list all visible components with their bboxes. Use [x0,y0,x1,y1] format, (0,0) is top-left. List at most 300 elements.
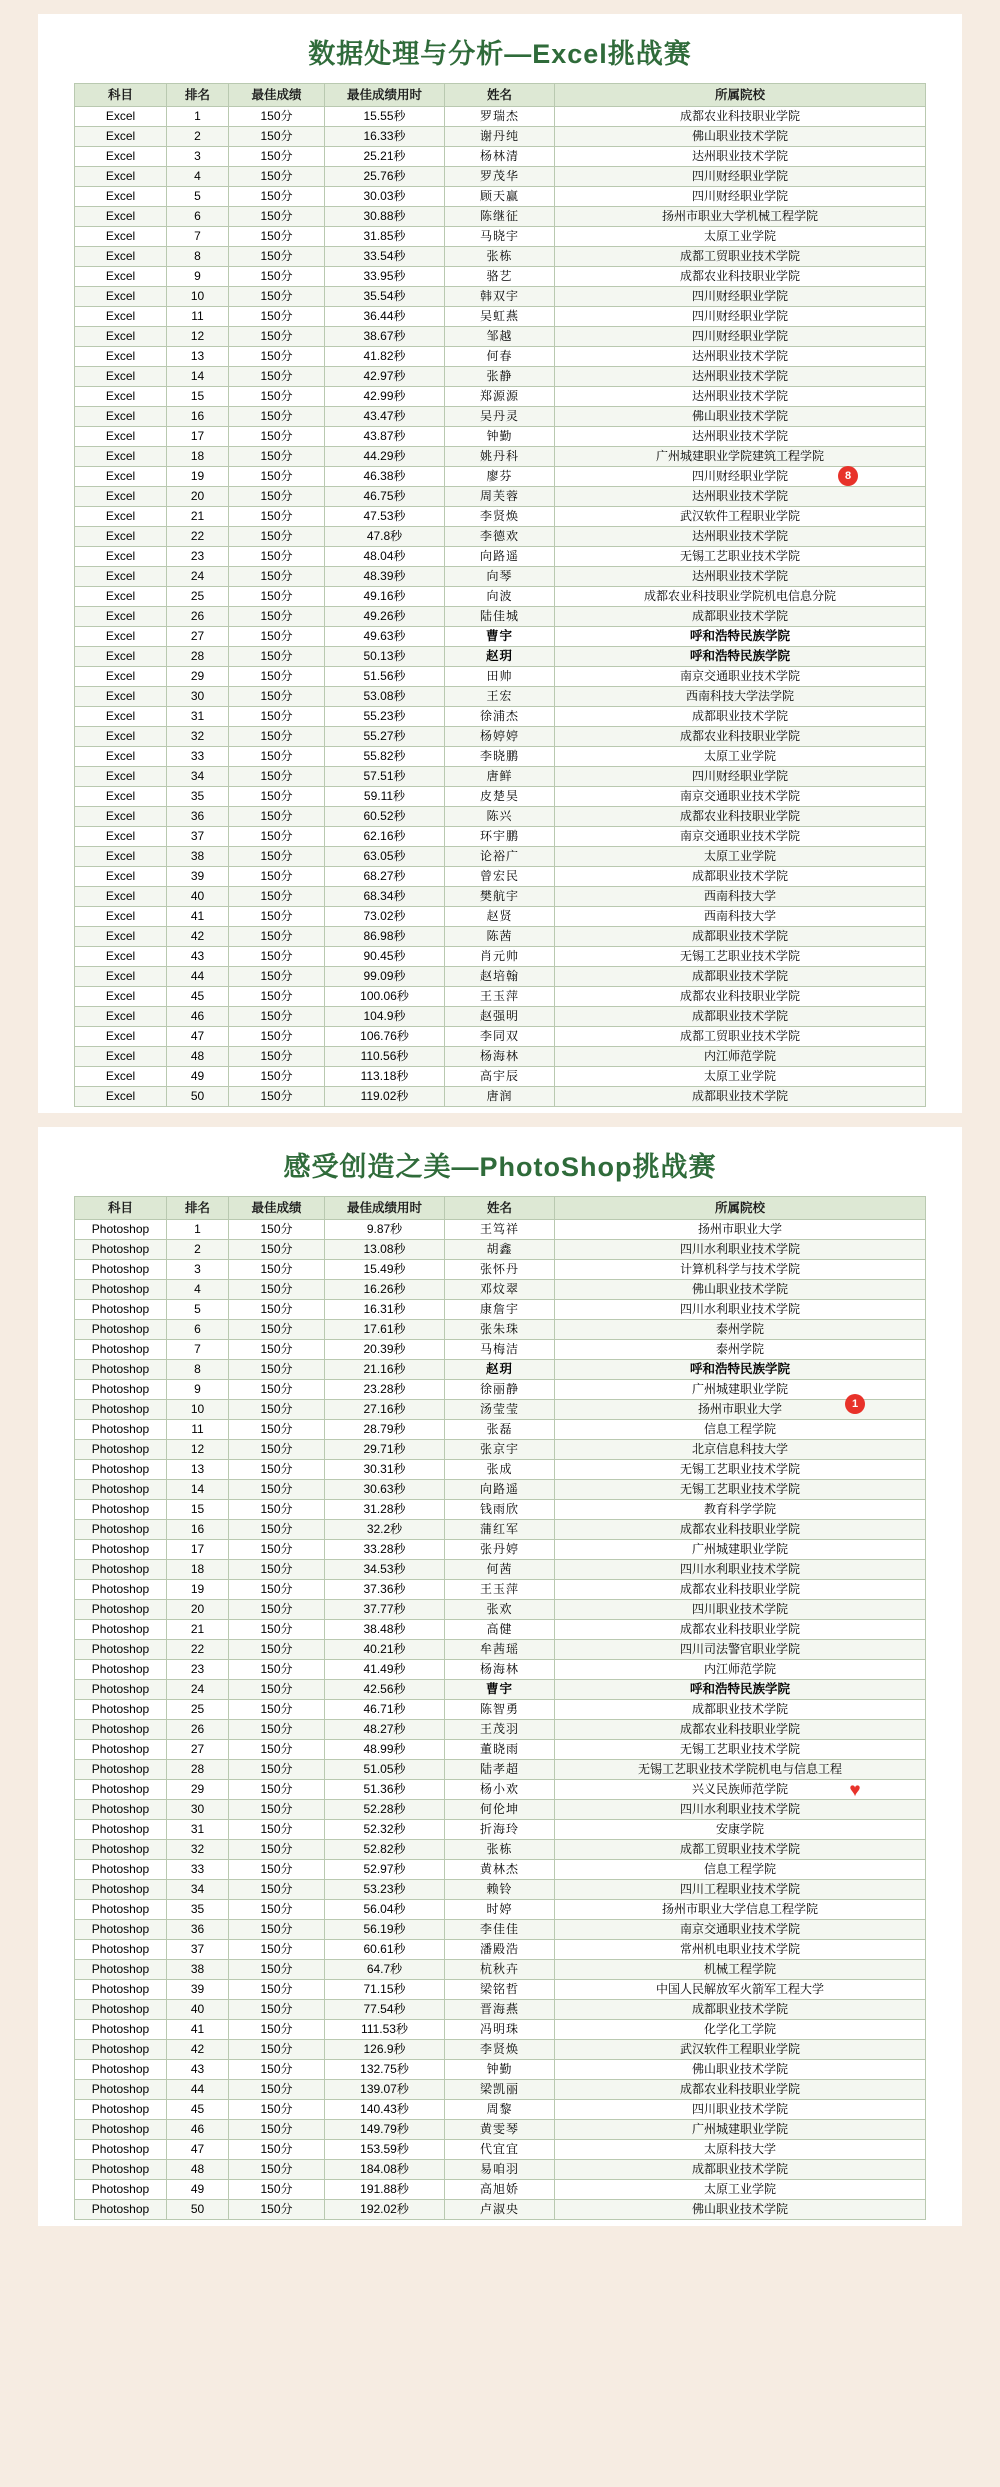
cell-school: 太原科技大学 [555,2140,926,2160]
cell-rank: 14 [167,367,229,387]
cell-school: 成都职业技术学院 [555,707,926,727]
cell-time: 106.76秒 [325,1027,445,1047]
cell-rank: 37 [167,1940,229,1960]
table-row [75,1980,926,2000]
cell-subject: Excel [75,547,167,567]
table-header-row [75,1197,926,1220]
cell-school: 达州职业技术学院 [555,487,926,507]
cell-time: 29.71秒 [325,1440,445,1460]
cell-score: 150分 [229,907,325,927]
cell-rank: 41 [167,2020,229,2040]
table-row [75,787,926,807]
cell-rank: 45 [167,2100,229,2120]
cell-school: 呼和浩特民族学院 [555,627,926,647]
cell-rank: 18 [167,1560,229,1580]
cell-time: 30.31秒 [325,1460,445,1480]
column-header-rank: 排名 [167,84,229,107]
cell-score: 150分 [229,1260,325,1280]
cell-score: 150分 [229,547,325,567]
cell-time: 40.21秒 [325,1640,445,1660]
cell-score: 150分 [229,147,325,167]
cell-time: 16.26秒 [325,1280,445,1300]
cell-school: 成都农业科技职业学院 [555,1520,926,1540]
cell-score: 150分 [229,1087,325,1107]
cell-name: 陈智勇 [445,1700,555,1720]
cell-time: 16.31秒 [325,1300,445,1320]
cell-score: 150分 [229,1460,325,1480]
cell-rank: 20 [167,487,229,507]
cell-subject: Photoshop [75,1720,167,1740]
cell-school: 计算机科学与技术学院 [555,1260,926,1280]
cell-rank: 12 [167,1440,229,1460]
cell-time: 41.49秒 [325,1660,445,1680]
table-row [75,1740,926,1760]
cell-name: 曹宇 [445,627,555,647]
cell-school: 北京信息科技大学 [555,1440,926,1460]
cell-time: 48.39秒 [325,567,445,587]
table-row [75,327,926,347]
table-row [75,2100,926,2120]
cell-rank: 29 [167,1780,229,1800]
cell-score: 150分 [229,1320,325,1340]
cell-score: 150分 [229,1027,325,1047]
column-header-school: 所属院校 [555,1197,926,1220]
cell-time: 64.7秒 [325,1960,445,1980]
cell-name: 赵玥 [445,647,555,667]
cell-time: 41.82秒 [325,347,445,367]
cell-school: 佛山职业技术学院 [555,1280,926,1300]
table-row [75,487,926,507]
cell-school: 四川工程职业技术学院 [555,1880,926,1900]
table-row [75,907,926,927]
cell-time: 49.63秒 [325,627,445,647]
cell-school: 成都农业科技职业学院 [555,987,926,1007]
cell-score: 150分 [229,467,325,487]
cell-subject: Excel [75,427,167,447]
cell-subject: Photoshop [75,1960,167,1980]
cell-subject: Excel [75,727,167,747]
cell-school: 成都农业科技职业学院 [555,1580,926,1600]
table-row [75,447,926,467]
table-row [75,1480,926,1500]
cell-rank: 21 [167,507,229,527]
cell-subject: Excel [75,327,167,347]
cell-name: 罗瑞杰 [445,107,555,127]
cell-school: 南京交通职业技术学院 [555,827,926,847]
cell-time: 34.53秒 [325,1560,445,1580]
cell-rank: 2 [167,1240,229,1260]
cell-rank: 4 [167,1280,229,1300]
cell-time: 139.07秒 [325,2080,445,2100]
cell-subject: Photoshop [75,1560,167,1580]
cell-subject: Excel [75,887,167,907]
cell-school: 太原工业学院 [555,847,926,867]
table-row [75,1700,926,1720]
cell-time: 25.21秒 [325,147,445,167]
cell-name: 何伦坤 [445,1800,555,1820]
cell-rank: 31 [167,707,229,727]
cell-subject: Excel [75,207,167,227]
cell-time: 31.28秒 [325,1500,445,1520]
cell-time: 48.99秒 [325,1740,445,1760]
cell-name: 唐润 [445,1087,555,1107]
cell-subject: Photoshop [75,1840,167,1860]
cell-rank: 3 [167,1260,229,1280]
cell-score: 150分 [229,1600,325,1620]
cell-school: 成都农业科技职业学院 [555,727,926,747]
cell-name: 卢淑央 [445,2200,555,2220]
table-row [75,1340,926,1360]
cell-score: 150分 [229,707,325,727]
cell-school: 常州机电职业技术学院 [555,1940,926,1960]
cell-school: 机械工程学院 [555,1960,926,1980]
cell-rank: 13 [167,1460,229,1480]
cell-rank: 27 [167,627,229,647]
cell-rank: 11 [167,1420,229,1440]
cell-subject: Photoshop [75,1280,167,1300]
cell-school: 广州城建职业学院 [555,1540,926,1560]
cell-name: 何春 [445,347,555,367]
cell-time: 55.82秒 [325,747,445,767]
cell-school: 四川职业技术学院 [555,1600,926,1620]
photoshop-results-card [38,1127,962,2226]
cell-score: 150分 [229,1720,325,1740]
table-row [75,587,926,607]
cell-time: 50.13秒 [325,647,445,667]
cell-time: 60.52秒 [325,807,445,827]
cell-time: 100.06秒 [325,987,445,1007]
cell-score: 150分 [229,387,325,407]
cell-subject: Photoshop [75,2060,167,2080]
cell-school: 广州城建职业学院 [555,1380,926,1400]
cell-name: 李贤焕 [445,507,555,527]
cell-school: 成都农业科技职业学院 [555,807,926,827]
cell-school: 成都农业科技职业学院 [555,107,926,127]
cell-time: 30.88秒 [325,207,445,227]
cell-subject: Excel [75,867,167,887]
cell-score: 150分 [229,1620,325,1640]
table-row [75,827,926,847]
cell-rank: 25 [167,587,229,607]
cell-time: 119.02秒 [325,1087,445,1107]
cell-subject: Excel [75,1027,167,1047]
table-row [75,1440,926,1460]
cell-subject: Excel [75,1007,167,1027]
cell-time: 52.82秒 [325,1840,445,1860]
cell-time: 63.05秒 [325,847,445,867]
table-row [75,547,926,567]
cell-score: 150分 [229,1880,325,1900]
cell-subject: Photoshop [75,2120,167,2140]
cell-subject: Photoshop [75,2040,167,2060]
cell-school: 内江师范学院 [555,1047,926,1067]
table-row [75,1420,926,1440]
table-row [75,2080,926,2100]
cell-time: 113.18秒 [325,1067,445,1087]
cell-rank: 28 [167,1760,229,1780]
cell-score: 150分 [229,487,325,507]
cell-name: 王茂羽 [445,1720,555,1740]
table-row [75,707,926,727]
cell-subject: Excel [75,227,167,247]
cell-subject: Photoshop [75,1640,167,1660]
cell-score: 150分 [229,207,325,227]
excel-results-card [38,14,962,1113]
cell-time: 31.85秒 [325,227,445,247]
table-row [75,247,926,267]
table-row [75,687,926,707]
table-row [75,107,926,127]
cell-name: 王玉萍 [445,1580,555,1600]
cell-name: 赵强明 [445,1007,555,1027]
cell-school: 成都工贸职业技术学院 [555,1027,926,1047]
cell-subject: Excel [75,507,167,527]
cell-rank: 19 [167,467,229,487]
cell-score: 150分 [229,987,325,1007]
cell-school: 成都职业技术学院 [555,867,926,887]
cell-subject: Excel [75,587,167,607]
cell-school: 成都工贸职业技术学院 [555,1840,926,1860]
cell-name: 李同双 [445,1027,555,1047]
cell-name: 徐浦杰 [445,707,555,727]
cell-name: 张朱珠 [445,1320,555,1340]
cell-subject: Excel [75,1067,167,1087]
cell-time: 191.88秒 [325,2180,445,2200]
cell-rank: 4 [167,167,229,187]
cell-subject: Excel [75,447,167,467]
cell-time: 104.9秒 [325,1007,445,1027]
photoshop-table-body [75,1220,926,2220]
cell-time: 25.76秒 [325,167,445,187]
cell-time: 57.51秒 [325,767,445,787]
table-row [75,1960,926,1980]
cell-rank: 29 [167,667,229,687]
cell-school: 四川司法警官职业学院 [555,1640,926,1660]
cell-name: 罗茂华 [445,167,555,187]
cell-rank: 43 [167,947,229,967]
cell-subject: Photoshop [75,1740,167,1760]
cell-name: 时婷 [445,1900,555,1920]
cell-school: 太原工业学院 [555,2180,926,2200]
cell-subject: Excel [75,927,167,947]
cell-rank: 32 [167,1840,229,1860]
cell-rank: 36 [167,1920,229,1940]
cell-name: 胡鑫 [445,1240,555,1260]
cell-rank: 20 [167,1600,229,1620]
cell-school: 无锡工艺职业技术学院 [555,1740,926,1760]
cell-score: 150分 [229,1340,325,1360]
table-row [75,127,926,147]
cell-name: 汤莹莹 [445,1400,555,1420]
cell-name: 张怀丹 [445,1260,555,1280]
cell-rank: 23 [167,1660,229,1680]
table-row [75,747,926,767]
cell-score: 150分 [229,1800,325,1820]
table-row [75,2060,926,2080]
cell-school: 南京交通职业技术学院 [555,787,926,807]
cell-time: 68.27秒 [325,867,445,887]
cell-subject: Photoshop [75,1940,167,1960]
cell-subject: Photoshop [75,1320,167,1340]
table-header-row [75,84,926,107]
cell-time: 27.16秒 [325,1400,445,1420]
cell-subject: Photoshop [75,1440,167,1460]
cell-time: 32.2秒 [325,1520,445,1540]
cell-school: 化学化工学院 [555,2020,926,2040]
cell-score: 150分 [229,927,325,947]
cell-score: 150分 [229,1860,325,1880]
cell-subject: Excel [75,287,167,307]
cell-school: 中国人民解放军火箭军工程大学 [555,1980,926,2000]
table-row [75,2160,926,2180]
table-row [75,1940,926,1960]
table-row [75,1087,926,1107]
cell-score: 150分 [229,1047,325,1067]
cell-subject: Excel [75,127,167,147]
cell-time: 51.36秒 [325,1780,445,1800]
cell-name: 易咱羽 [445,2160,555,2180]
cell-school: 泰州学院 [555,1340,926,1360]
table-row [75,1600,926,1620]
cell-name: 向琴 [445,567,555,587]
cell-name: 何茜 [445,1560,555,1580]
cell-name: 张静 [445,367,555,387]
cell-rank: 47 [167,1027,229,1047]
cell-time: 16.33秒 [325,127,445,147]
cell-time: 53.08秒 [325,687,445,707]
cell-school: 西南科技大学 [555,887,926,907]
cell-name: 马梅洁 [445,1340,555,1360]
page-title-photoshop: 感受创造之美—PhotoShop挑战赛 [283,1152,717,1182]
cell-name: 赖铃 [445,1880,555,1900]
table-row [75,1300,926,1320]
table-row [75,1920,926,1940]
cell-name: 钟勤 [445,2060,555,2080]
cell-time: 111.53秒 [325,2020,445,2040]
cell-school: 佛山职业技术学院 [555,2060,926,2080]
cell-score: 150分 [229,267,325,287]
cell-school: 佛山职业技术学院 [555,127,926,147]
table-row [75,1760,926,1780]
table-row [75,667,926,687]
cell-time: 86.98秒 [325,927,445,947]
cell-subject: Excel [75,107,167,127]
cell-name: 晋海燕 [445,2000,555,2020]
cell-rank: 19 [167,1580,229,1600]
results-page [0,14,1000,2487]
column-header-name: 姓名 [445,84,555,107]
cell-time: 52.97秒 [325,1860,445,1880]
cell-time: 33.95秒 [325,267,445,287]
cell-score: 150分 [229,167,325,187]
cell-school: 成都职业技术学院 [555,967,926,987]
table-row [75,1400,926,1420]
cell-school: 成都农业科技职业学院 [555,2080,926,2100]
cell-rank: 6 [167,1320,229,1340]
table-row [75,1900,926,1920]
cell-score: 150分 [229,1640,325,1660]
cell-name: 骆艺 [445,267,555,287]
cell-name: 高宇辰 [445,1067,555,1087]
cell-name: 康詹宇 [445,1300,555,1320]
cell-time: 43.47秒 [325,407,445,427]
cell-subject: Excel [75,267,167,287]
cell-rank: 48 [167,2160,229,2180]
cell-rank: 21 [167,1620,229,1640]
cell-subject: Excel [75,487,167,507]
cell-rank: 38 [167,847,229,867]
cell-rank: 48 [167,1047,229,1067]
cell-score: 150分 [229,1740,325,1760]
cell-rank: 34 [167,767,229,787]
cell-rank: 10 [167,287,229,307]
cell-subject: Excel [75,627,167,647]
table-row [75,2120,926,2140]
table-row [75,1280,926,1300]
cell-score: 150分 [229,647,325,667]
cell-name: 李晓鹏 [445,747,555,767]
cell-school: 信息工程学院 [555,1860,926,1880]
cell-subject: Photoshop [75,1480,167,1500]
cell-score: 150分 [229,287,325,307]
cell-time: 30.03秒 [325,187,445,207]
cell-score: 150分 [229,1960,325,1980]
table-row [75,167,926,187]
cell-name: 姚丹科 [445,447,555,467]
cell-rank: 16 [167,1520,229,1540]
cell-school: 成都职业技术学院 [555,607,926,627]
cell-time: 37.36秒 [325,1580,445,1600]
cell-school: 成都农业科技职业学院 [555,1620,926,1640]
cell-time: 38.48秒 [325,1620,445,1640]
table-row [75,1500,926,1520]
cell-school: 四川水利职业技术学院 [555,1560,926,1580]
cell-subject: Excel [75,967,167,987]
table-row [75,647,926,667]
cell-score: 150分 [229,2060,325,2080]
cell-score: 150分 [229,967,325,987]
cell-rank: 33 [167,747,229,767]
cell-rank: 17 [167,427,229,447]
table-row [75,987,926,1007]
cell-subject: Photoshop [75,1580,167,1600]
cell-score: 150分 [229,687,325,707]
cell-score: 150分 [229,2200,325,2220]
column-header-school: 所属院校 [555,84,926,107]
table-row [75,2140,926,2160]
cell-time: 49.26秒 [325,607,445,627]
cell-time: 53.23秒 [325,1880,445,1900]
cell-name: 高健 [445,1620,555,1640]
cell-rank: 40 [167,887,229,907]
table-row [75,1800,926,1820]
cell-rank: 5 [167,1300,229,1320]
cell-subject: Photoshop [75,1500,167,1520]
cell-score: 150分 [229,127,325,147]
cell-name: 陆孝超 [445,1760,555,1780]
cell-name: 杨海林 [445,1660,555,1680]
cell-rank: 8 [167,247,229,267]
table-row [75,627,926,647]
cell-subject: Photoshop [75,1460,167,1480]
cell-school: 四川财经职业学院 [555,767,926,787]
cell-school: 达州职业技术学院 [555,527,926,547]
cell-rank: 12 [167,327,229,347]
table-row [75,847,926,867]
page-title-excel: 数据处理与分析—Excel挑战赛 [308,39,692,69]
cell-rank: 22 [167,527,229,547]
cell-subject: Excel [75,407,167,427]
